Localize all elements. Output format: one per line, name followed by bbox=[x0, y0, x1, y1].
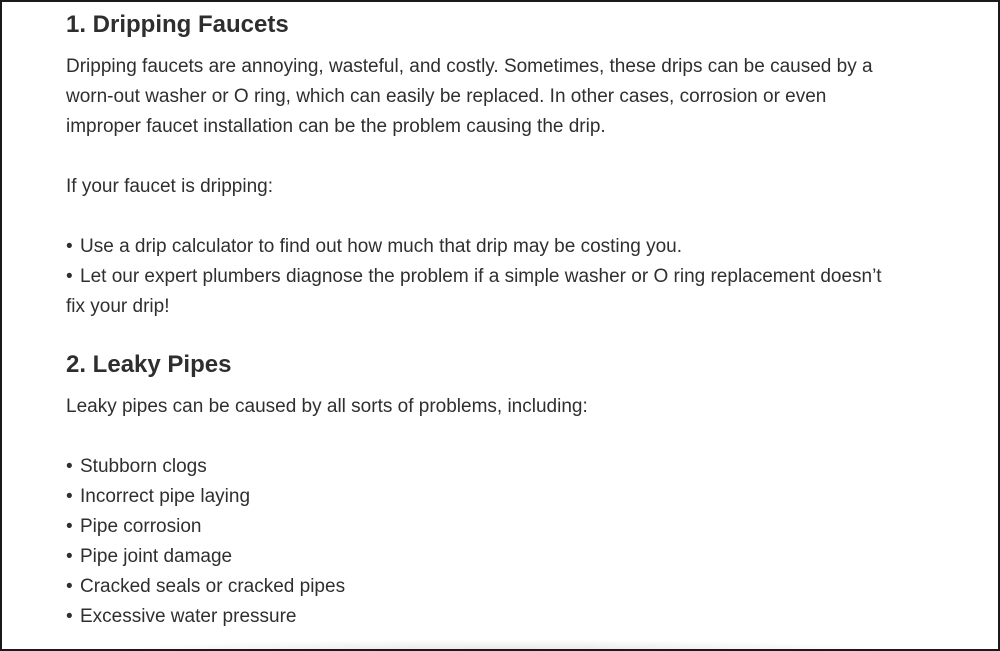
list-item-text: Incorrect pipe laying bbox=[80, 486, 251, 507]
bullet-icon: • bbox=[66, 516, 73, 537]
faucet-tips-list bbox=[66, 232, 882, 322]
list-item-text: fix your drip! bbox=[66, 296, 170, 317]
list-item-continuation bbox=[66, 292, 882, 322]
list-item-text: Cracked seals or cracked pipes bbox=[80, 576, 346, 597]
bullet-icon: • bbox=[66, 236, 73, 257]
bottom-shadow bbox=[92, 639, 908, 651]
leaky-pipes-intro-text: Leaky pipes can be caused by all sorts of problems, including: bbox=[66, 396, 588, 417]
paragraph-line: Dripping faucets are annoying, wasteful, and costly. Sometimes, these drips can be caused by a bbox=[66, 56, 873, 77]
list-item-text: Stubborn clogs bbox=[80, 456, 207, 477]
leaky-pipes-causes-list bbox=[66, 452, 345, 632]
section-paragraph-dripping-faucets bbox=[66, 52, 946, 142]
list-item bbox=[66, 262, 882, 292]
bullet-icon: • bbox=[66, 486, 73, 507]
faucet-intro-text: If your faucet is dripping: bbox=[66, 176, 273, 197]
bullet-icon: • bbox=[66, 456, 73, 477]
list-item-text: Pipe corrosion bbox=[80, 516, 202, 537]
bullet-icon: • bbox=[66, 606, 73, 627]
bullet-icon: • bbox=[66, 266, 73, 287]
list-item-text: Use a drip calculator to find out how much that drip may be costing you. bbox=[80, 236, 682, 257]
bullet-icon: • bbox=[66, 576, 73, 597]
list-item bbox=[66, 452, 345, 482]
list-item bbox=[66, 482, 345, 512]
list-item-text: Excessive water pressure bbox=[80, 606, 297, 627]
list-item bbox=[66, 602, 345, 632]
list-item bbox=[66, 232, 882, 262]
paragraph-line: worn-out washer or O ring, which can easily be replaced. In other cases, corrosion or even bbox=[66, 86, 827, 107]
section-heading-leaky-pipes: 2. Leaky Pipes bbox=[66, 351, 232, 378]
list-item bbox=[66, 512, 345, 542]
list-item-text: Pipe joint damage bbox=[80, 546, 233, 567]
list-item-text: Let our expert plumbers diagnose the problem if a simple washer or O ring replacement doesn’t bbox=[80, 266, 882, 287]
list-item bbox=[66, 542, 345, 572]
list-item bbox=[66, 572, 345, 602]
section-heading-dripping-faucets: 1. Dripping Faucets bbox=[66, 11, 289, 38]
paragraph-line: improper faucet installation can be the problem causing the drip. bbox=[66, 116, 606, 137]
bullet-icon: • bbox=[66, 546, 73, 567]
